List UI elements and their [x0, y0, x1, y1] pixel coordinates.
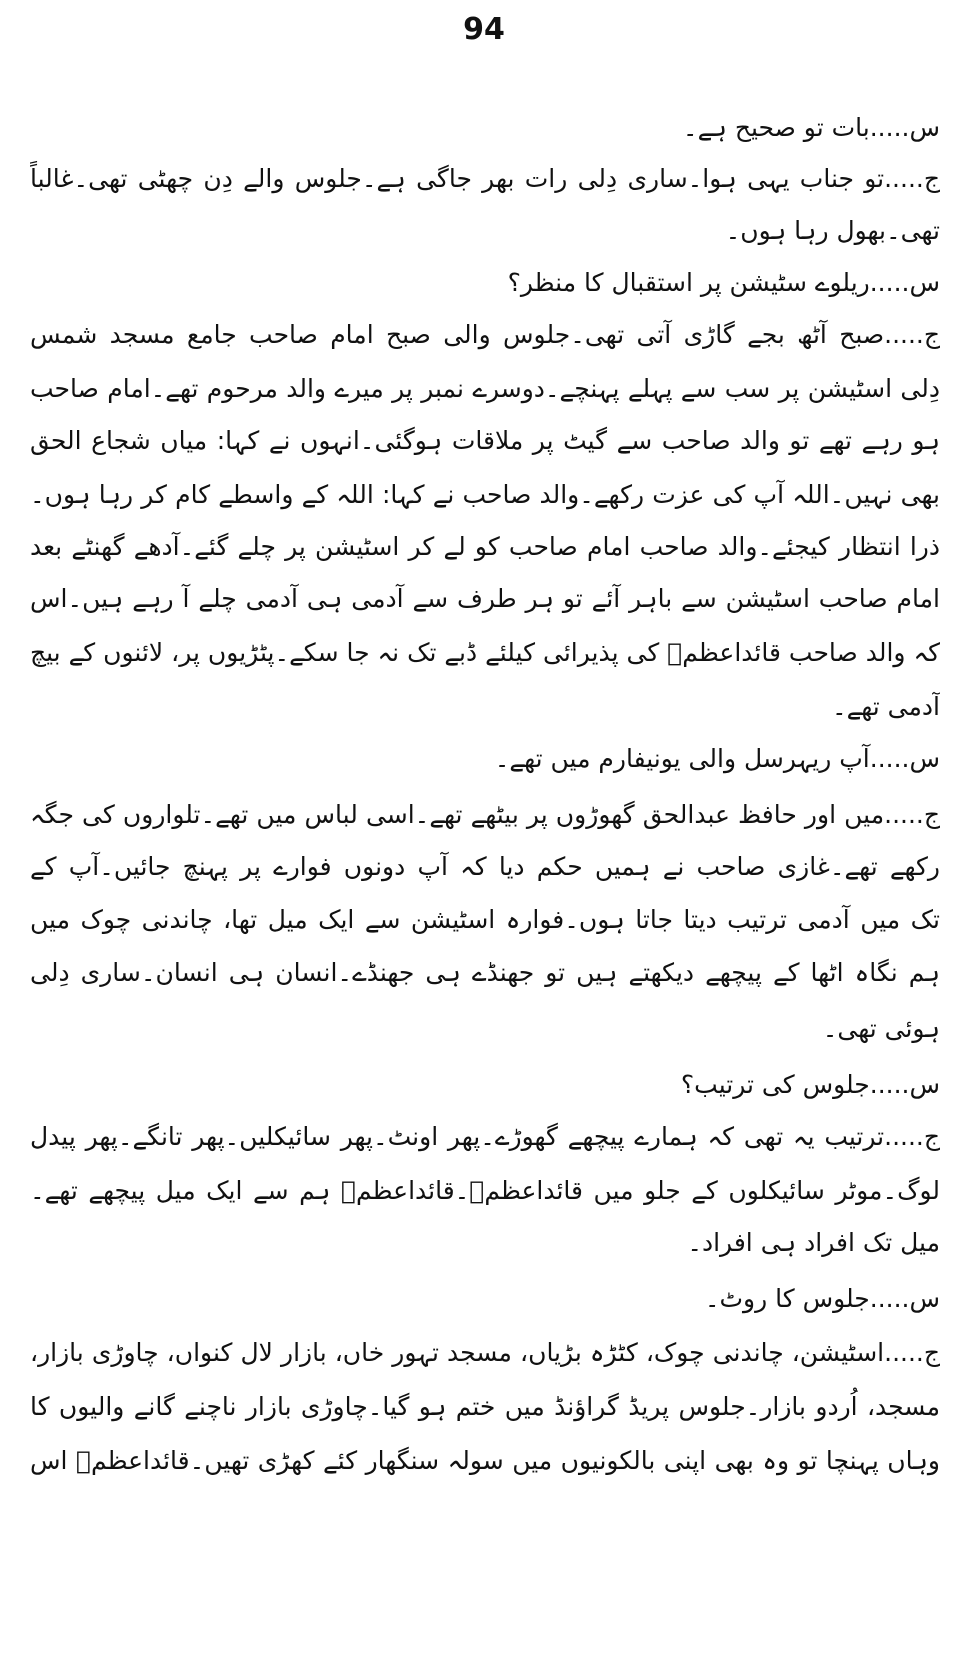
text-line-content: ہو رہے تھے تو والد صاحب سے گیٹ پر ملاقات ہوگئی۔انہوں نے کہا: میاں شجاع الحق [30, 426, 940, 455]
text-line-9 [30, 522, 940, 572]
text-line-25 [30, 1382, 940, 1432]
text-line-16 [30, 895, 940, 945]
text-line-content: ہوئی تھی۔ [822, 1014, 940, 1043]
text-line-content: ج.....صبح آٹھ بجے گاڑی آتی تھی۔جلوس والی صبح امام صاحب جامع مسجد شمس [30, 320, 940, 349]
text-line-content: ج.....تو جناب یہی ہوا۔ساری دِلی رات بھر جاگی ہے۔جلوس والے دِن چھٹی تھی۔غالباً [30, 164, 940, 193]
text-line-4 [30, 258, 940, 308]
text-line-content: س.....ریلوے سٹیشن پر استقبال کا منظر؟ [507, 268, 940, 297]
text-line-content: میل تک افراد ہی افراد۔ [687, 1228, 940, 1257]
text-line-21 [30, 1166, 940, 1216]
text-line-10 [30, 574, 940, 624]
text-line-23 [30, 1274, 940, 1324]
text-line-26 [30, 1436, 940, 1486]
text-line-3 [30, 206, 940, 256]
text-line-content: مسجد، اُردو بازار۔جلوس پریڈ گراؤنڈ میں ختم ہو گیا۔چاوڑی بازار ناچنے گانے والیوں کا [30, 1392, 940, 1421]
text-line-20 [30, 1112, 940, 1162]
text-line-content: س.....بات تو صحیح ہے۔ [682, 113, 940, 142]
text-line-24 [30, 1328, 940, 1378]
text-line-content: ذرا انتظار کیجئے۔والد صاحب امام صاحب کو لے کر اسٹیشن پر چلے گئے۔آدھے گھنٹے بعد [30, 532, 940, 561]
text-line-content: رکھے تھے۔غازی صاحب نے ہمیں حکم دیا کہ آپ دونوں فوارے پر پہنچ جائیں۔آپ کے [30, 852, 940, 881]
text-line-1 [30, 103, 940, 153]
text-line-18 [30, 1004, 940, 1054]
text-line-5 [30, 310, 940, 360]
text-line-content: ج.....ترتیب یہ تھی کہ ہمارے پیچھے گھوڑے۔پھر اونٹ۔پھر سائیکلیں۔پھر تانگے۔پھر پیدل [30, 1122, 940, 1151]
text-line-content: لوگ۔موٹر سائیکلوں کے جلو میں قائداعظمؒ۔قائداعظمؒ ہم سے ایک میل پیچھے تھے۔ [30, 1176, 940, 1205]
text-line-17 [30, 948, 940, 998]
text-line-2 [30, 154, 940, 204]
text-line-content: تک میں آدمی ترتیب دیتا جاتا ہوں۔فوارہ اسٹیشن سے ایک میل تھا، چاندنی چوک میں [30, 905, 940, 934]
text-line-15 [30, 842, 940, 892]
text-line-content: س.....جلوس کی ترتیب؟ [680, 1070, 940, 1099]
text-line-content: آدمی تھے۔ [831, 692, 940, 721]
text-line-22 [30, 1218, 940, 1268]
text-line-12 [30, 682, 940, 732]
text-line-19 [30, 1060, 940, 1110]
text-line-content: ہم نگاہ اٹھا کے پیچھے دیکھتے ہیں تو جھنڈے ہی جھنڈے۔انسان ہی انسان۔ساری دِلی [30, 958, 940, 987]
text-line-content: ج.....میں اور حافظ عبدالحق گھوڑوں پر بیٹھے تھے۔اسی لباس میں تھے۔تلواروں کی جگہ [30, 800, 940, 829]
text-line-content: تھی۔بھول رہا ہوں۔ [725, 216, 940, 245]
text-line-7 [30, 416, 940, 466]
text-line-11 [30, 628, 940, 678]
page-number: 94 [463, 12, 505, 47]
text-line-content: س.....آپ ریہرسل والی یونیفارم میں تھے۔ [494, 744, 940, 773]
text-line-content: وہاں پہنچا تو وہ بھی اپنی بالکونیوں میں سولہ سنگھار کئے کھڑی تھیں۔قائداعظمؒ اس [30, 1446, 940, 1475]
text-line-content: امام صاحب اسٹیشن سے باہر آئے تو ہر طرف سے آدمی ہی آدمی چلے آ رہے ہیں۔اس [30, 584, 940, 613]
text-line-content: س.....جلوس کا روٹ۔ [704, 1284, 940, 1313]
text-line-8 [30, 470, 940, 520]
text-line-13 [30, 734, 940, 784]
text-line-14 [30, 790, 940, 840]
text-line-content: کہ والد صاحب قائداعظمؒ کی پذیرائی کیلئے ڈبے تک نہ جا سکے۔پٹڑیوں پر، لائنوں کے بیچ [30, 638, 940, 667]
text-line-content: دِلی اسٹیشن پر سب سے پہلے پہنچے۔دوسرے نمبر پر میرے والد مرحوم تھے۔امام صاحب [30, 374, 940, 403]
text-line-content: ج.....اسٹیشن، چاندنی چوک، کٹڑہ بڑیاں، مسجد تہور خاں، بازار لال کنواں، چاوڑی بازار، [30, 1338, 940, 1367]
text-line-6 [30, 364, 940, 414]
text-line-content: بھی نہیں۔اللہ آپ کی عزت رکھے۔والد صاحب نے کہا: اللہ کے واسطے کام کر رہا ہوں۔ [30, 480, 940, 509]
